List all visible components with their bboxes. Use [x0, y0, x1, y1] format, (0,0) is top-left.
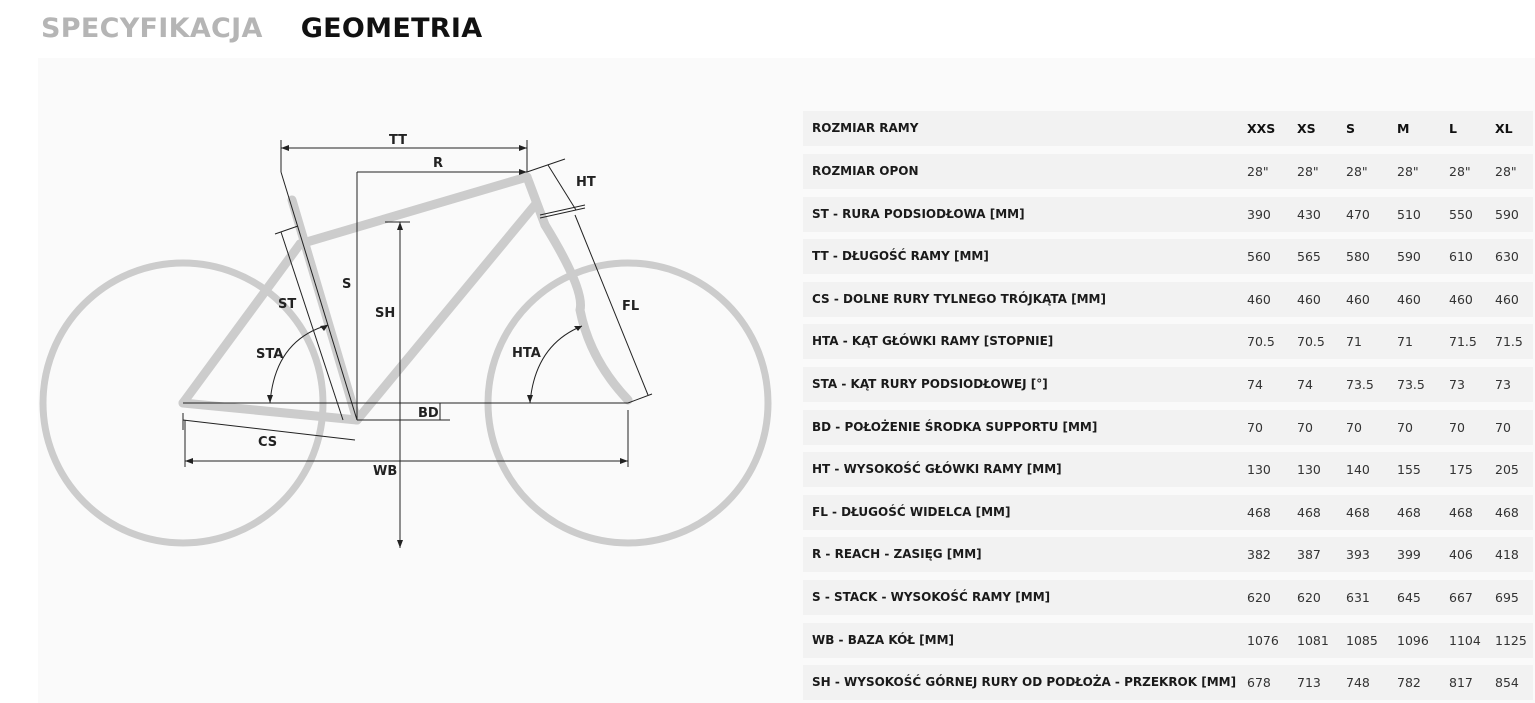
label-s: S: [342, 277, 352, 292]
header-size-xl: XL: [1495, 121, 1513, 136]
row-value: 1081: [1297, 632, 1329, 648]
table-row: [803, 324, 1533, 359]
row-value: 130: [1297, 462, 1321, 478]
label-st: ST: [278, 297, 297, 312]
row-value: 28": [1346, 164, 1368, 179]
row-value: 468: [1297, 504, 1321, 520]
row-value: 205: [1495, 462, 1519, 478]
row-value: 430: [1297, 206, 1321, 222]
row-value: 70: [1247, 419, 1263, 435]
row-value: 71: [1397, 334, 1413, 350]
row-value: 460: [1495, 291, 1519, 307]
row-value: 468: [1346, 504, 1370, 520]
row-value: 460: [1297, 291, 1321, 307]
row-value: 645: [1397, 590, 1421, 605]
table-row: [803, 452, 1533, 487]
row-value: 550: [1449, 206, 1473, 222]
table-row: [803, 154, 1533, 189]
row-value: 667: [1449, 590, 1473, 605]
row-value: 70: [1297, 419, 1313, 435]
header-size-m: M: [1397, 121, 1410, 136]
table-row: [803, 580, 1533, 615]
row-value: 155: [1397, 462, 1421, 478]
row-value: 695: [1495, 590, 1519, 605]
tab-specification[interactable]: SPECYFIKACJA: [41, 13, 263, 44]
table-row: [803, 197, 1533, 232]
row-value: 510: [1397, 206, 1421, 222]
row-value: 565: [1297, 249, 1321, 265]
table-header-row: [803, 111, 1533, 146]
row-label: S - STACK - WYSOKOŚĆ RAMY [MM]: [812, 590, 1051, 604]
row-value: 70.5: [1297, 334, 1325, 350]
row-value: 393: [1346, 547, 1370, 563]
row-value: 28": [1297, 164, 1319, 179]
row-label: ST - RURA PODSIODŁOWA [MM]: [812, 206, 1025, 221]
row-value: 854: [1495, 675, 1519, 691]
row-value: 782: [1397, 675, 1421, 691]
row-value: 610: [1449, 249, 1473, 265]
row-label: BD - POŁOŻENIE ŚRODKA SUPPORTU [MM]: [812, 419, 1098, 434]
row-value: 1104: [1449, 632, 1481, 648]
label-cs: CS: [258, 435, 278, 450]
row-value: 418: [1495, 547, 1519, 563]
tab-geometry[interactable]: GEOMETRIA: [300, 13, 483, 44]
row-value: 70: [1495, 419, 1511, 435]
row-value: 713: [1297, 675, 1321, 691]
row-value: 460: [1397, 291, 1421, 307]
row-value: 71.5: [1449, 334, 1477, 350]
row-value: 28": [1247, 164, 1269, 179]
row-value: 590: [1397, 249, 1421, 265]
row-value: 1125: [1495, 632, 1527, 648]
label-wb: WB: [373, 464, 398, 479]
row-value: 468: [1247, 504, 1271, 520]
row-value: 399: [1397, 547, 1421, 563]
row-label: CS - DOLNE RURY TYLNEGO TRÓJKĄTA [MM]: [812, 291, 1106, 306]
row-value: 631: [1346, 590, 1370, 605]
header-size-s: S: [1346, 121, 1356, 136]
row-value: 387: [1297, 547, 1321, 563]
row-label: ROZMIAR OPON: [812, 164, 919, 178]
label-sta: STA: [256, 347, 284, 362]
row-value: 71.5: [1495, 334, 1523, 350]
row-value: 70.5: [1247, 334, 1275, 350]
row-value: 73: [1449, 377, 1465, 392]
row-value: 468: [1397, 504, 1421, 520]
row-label: R - REACH - ZASIĘG [MM]: [812, 547, 982, 562]
row-value: 1096: [1397, 632, 1429, 648]
row-label: STA - KĄT RURY PODSIODŁOWEJ [°]: [812, 377, 1048, 391]
row-value: 470: [1346, 206, 1370, 222]
label-ht: HT: [576, 175, 596, 190]
row-value: 1076: [1247, 632, 1279, 648]
label-tt: TT: [389, 133, 408, 148]
row-value: 817: [1449, 675, 1473, 691]
row-value: 678: [1247, 675, 1271, 691]
table-row: [803, 239, 1533, 274]
table-row: [803, 410, 1533, 445]
header-size-l: L: [1449, 121, 1457, 136]
row-label: HTA - KĄT GŁÓWKI RAMY [STOPNIE]: [812, 334, 1054, 349]
table-header-label: ROZMIAR RAMY: [812, 121, 919, 135]
row-value: 468: [1449, 504, 1473, 520]
row-value: 28": [1495, 164, 1517, 179]
table-row: [803, 665, 1533, 700]
row-label: HT - WYSOKOŚĆ GŁÓWKI RAMY [MM]: [812, 462, 1062, 477]
row-value: 580: [1346, 249, 1370, 265]
row-value: 460: [1247, 291, 1271, 307]
row-value: 70: [1397, 419, 1413, 435]
row-value: 382: [1247, 547, 1271, 563]
row-value: 460: [1449, 291, 1473, 307]
row-value: 175: [1449, 462, 1473, 478]
row-label: WB - BAZA KÓŁ [MM]: [812, 632, 955, 647]
row-value: 406: [1449, 547, 1473, 563]
header-size-xxs: XXS: [1247, 121, 1276, 136]
row-label: SH - WYSOKOŚĆ GÓRNEJ RURY OD PODŁOŻA - PRZEKROK [MM]: [812, 675, 1237, 690]
row-value: 70: [1346, 419, 1362, 435]
row-value: 71: [1346, 334, 1362, 350]
label-r: R: [433, 156, 444, 171]
row-value: 620: [1247, 590, 1271, 605]
row-value: 620: [1297, 590, 1321, 605]
row-value: 73.5: [1346, 377, 1374, 392]
row-value: 70: [1449, 419, 1465, 435]
row-value: 630: [1495, 249, 1519, 265]
row-label: FL - DŁUGOŚĆ WIDELCA [MM]: [812, 504, 1011, 519]
row-value: 748: [1346, 675, 1370, 691]
row-value: 460: [1346, 291, 1370, 307]
row-value: 73: [1495, 377, 1511, 392]
row-value: 468: [1495, 504, 1519, 520]
row-value: 73.5: [1397, 377, 1425, 392]
row-value: 560: [1247, 249, 1271, 265]
row-value: 74: [1297, 377, 1313, 392]
label-hta: HTA: [512, 346, 541, 361]
row-label: TT - DŁUGOŚĆ RAMY [MM]: [812, 249, 989, 264]
row-value: 140: [1346, 462, 1370, 478]
row-value: 390: [1247, 206, 1271, 222]
row-value: 28": [1449, 164, 1471, 179]
label-bd: BD: [418, 406, 439, 421]
row-value: 74: [1247, 377, 1263, 392]
row-value: 1085: [1346, 632, 1378, 648]
dimension-arrows: [185, 145, 628, 548]
row-value: 28": [1397, 164, 1419, 179]
table-row: [803, 537, 1533, 572]
table-row: [803, 495, 1533, 530]
header-size-xs: XS: [1297, 121, 1316, 136]
table-row: [803, 282, 1533, 317]
table-row: [803, 367, 1533, 402]
table-row: [803, 623, 1533, 658]
label-fl: FL: [622, 299, 640, 314]
label-sh: SH: [375, 306, 396, 321]
row-value: 130: [1247, 462, 1271, 478]
row-value: 590: [1495, 206, 1519, 222]
